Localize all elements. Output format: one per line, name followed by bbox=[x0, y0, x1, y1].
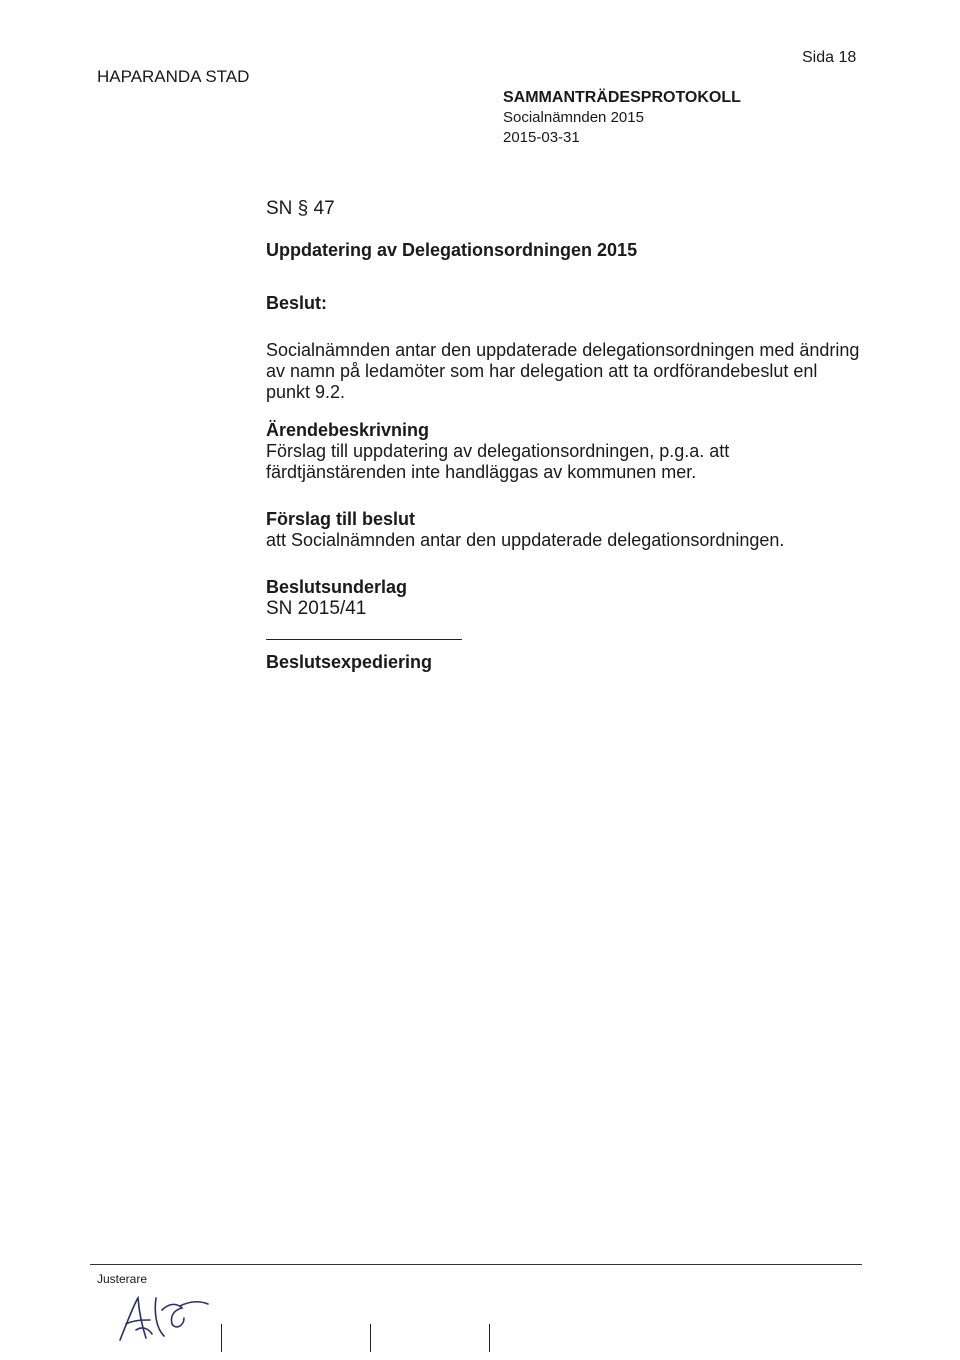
signature-box-divider bbox=[221, 1324, 222, 1352]
justerare-label: Justerare bbox=[97, 1272, 148, 1286]
section-id: SN § 47 bbox=[266, 198, 335, 219]
section-divider bbox=[266, 639, 462, 640]
signature-initials bbox=[112, 1290, 222, 1350]
forslag-heading: Förslag till beslut bbox=[266, 509, 416, 529]
beslutsunderlag-heading: Beslutsunderlag bbox=[266, 577, 408, 597]
committee-name: Socialnämnden 2015 bbox=[503, 109, 644, 126]
section-title: Uppdatering av Delegationsordningen 2015 bbox=[266, 240, 638, 260]
beslutsexpediering-heading: Beslutsexpediering bbox=[266, 652, 433, 672]
page-number: Sida 18 bbox=[802, 49, 857, 66]
signature-box-divider bbox=[370, 1324, 371, 1352]
forslag-text: att Socialnämnden antar den uppdaterade delegationsordningen. bbox=[266, 530, 785, 550]
footer-divider bbox=[90, 1264, 862, 1265]
beslut-text: Socialnämnden antar den uppdaterade delegationsordningen med ändring av namn på ledamöter som har delegation att ta ordförandebeslut enl punkt 9.2. bbox=[266, 340, 860, 402]
arendebeskrivning-heading: Ärendebeskrivning bbox=[266, 420, 430, 440]
protocol-header bbox=[503, 88, 741, 148]
protocol-title: SAMMANTRÄDESPROTOKOLL bbox=[503, 89, 741, 106]
meeting-date: 2015-03-31 bbox=[503, 129, 580, 146]
arendebeskrivning-text: Förslag till uppdatering av delegationsordningen, p.g.a. att färdtjänstärenden inte handläggas av kommunen mer. bbox=[266, 441, 730, 482]
beslutsunderlag-reference: SN 2015/41 bbox=[266, 598, 367, 619]
beslut-heading: Beslut: bbox=[266, 293, 328, 313]
organization-name: HAPARANDA STAD bbox=[97, 67, 250, 86]
document-body bbox=[266, 198, 866, 673]
signature-box-divider bbox=[489, 1324, 490, 1352]
